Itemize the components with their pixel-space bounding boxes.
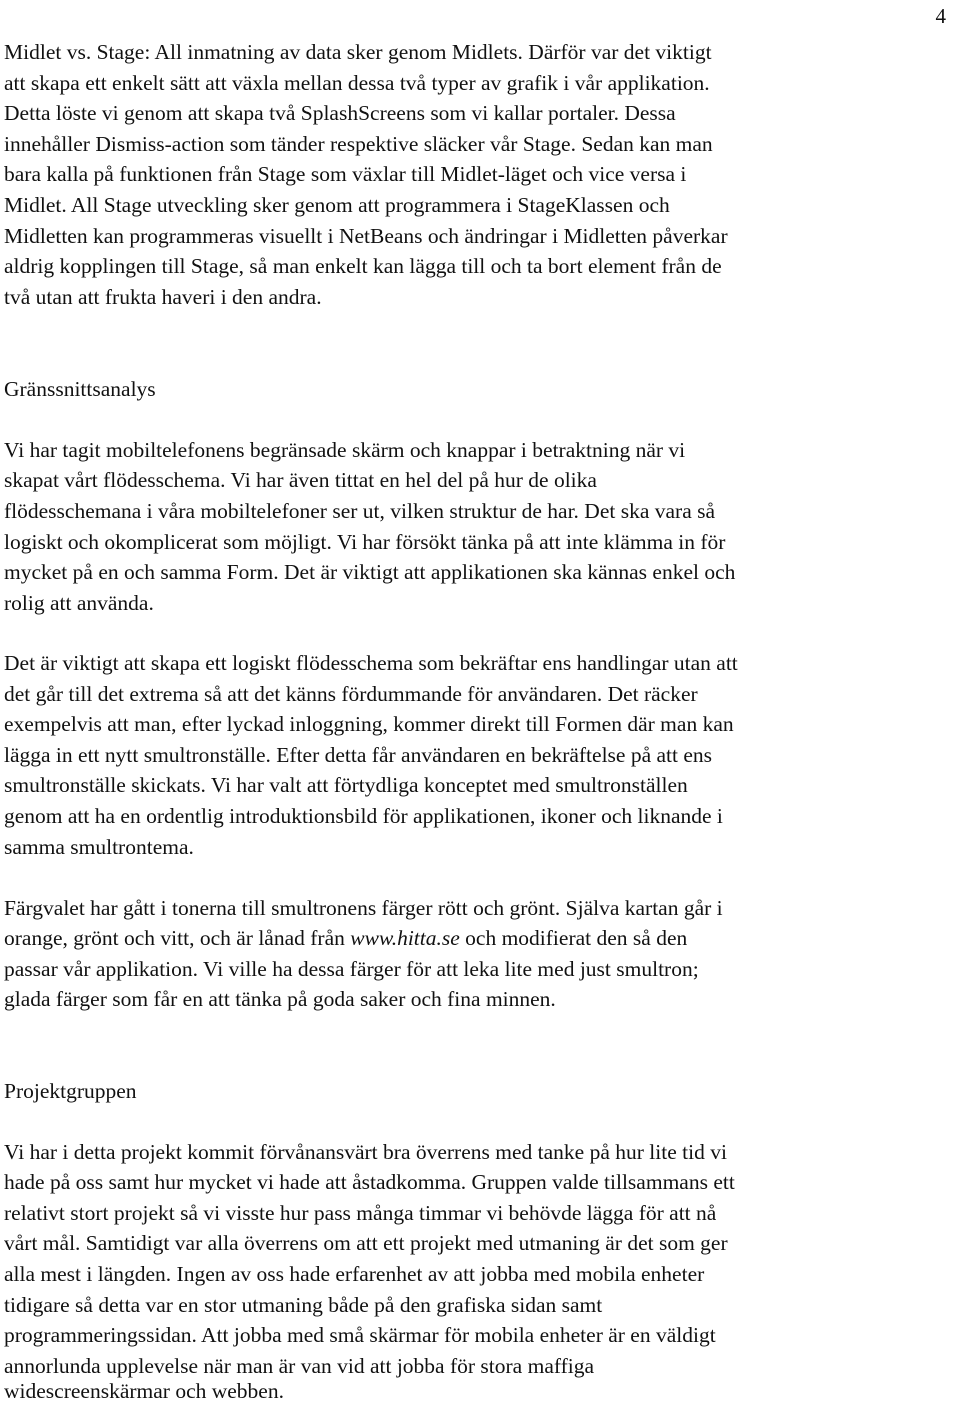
- text-line: [4, 923, 687, 953]
- text-line: Midlet. All Stage utveckling sker genom att programmera i StageKlassen och: [4, 193, 670, 217]
- section-heading-projektgruppen: Projektgruppen: [4, 1079, 137, 1103]
- text-line: två utan att frukta haveri i den andra.: [4, 285, 322, 309]
- text-line: Detta löste vi genom att skapa två SplashScreens som vi kallar portaler. Dessa: [4, 101, 676, 125]
- text-line: glada färger som får en att tänka på goda saker och fina minnen.: [4, 987, 556, 1011]
- text-line: att skapa ett enkelt sätt att växla mellan dessa två typer av grafik i vår applikation.: [4, 71, 710, 95]
- text-line: Midlet vs. Stage: All inmatning av data sker genom Midlets. Därför var det viktigt: [4, 40, 712, 64]
- page-number: 4: [935, 4, 946, 28]
- text-line: passar vår applikation. Vi ville ha dessa färger för att leka lite med just smultron;: [4, 957, 699, 981]
- text-line: programmeringssidan. Att jobba med små skärmar för mobila enheter är en väldigt: [4, 1323, 716, 1347]
- text-line: samma smultrontema.: [4, 835, 194, 859]
- text-line: Det är viktigt att skapa ett logiskt flödesschema som bekräftar ens handlingar utan att: [4, 651, 738, 675]
- text-segment: orange, grönt och vitt, och är lånad från: [4, 926, 351, 950]
- text-line: mycket på en och samma Form. Det är viktigt att applikationen ska kännas enkel och: [4, 560, 736, 584]
- text-line: annorlunda upplevelse när man är van vid att jobba för stora maffiga: [4, 1354, 595, 1378]
- text-line: Vi har tagit mobiltelefonens begränsade skärm och knappar i betraktning när vi: [4, 438, 686, 462]
- section-heading-granssnittsanalys: Gränssnittsanalys: [4, 377, 156, 401]
- text-line: Färgvalet har gått i tonerna till smultronens färger rött och grönt. Själva kartan går i: [4, 896, 723, 920]
- text-line: widescreenskärmar och webben.: [4, 1379, 284, 1403]
- text-line: lägga in ett nytt smultronställe. Efter detta får användaren en bekräftelse på att ens: [4, 743, 713, 767]
- text-line: skapat vårt flödesschema. Vi har även tittat en hel del på hur de olika: [4, 468, 597, 492]
- text-line: Vi har i detta projekt kommit förvånansvärt bra överrens med tanke på hur lite tid vi: [4, 1140, 727, 1164]
- text-segment: och modifierat den så den: [459, 926, 688, 950]
- hitta-link: www.hitta.se: [350, 926, 460, 950]
- text-line: bara kalla på funktionen från Stage som växlar till Midlet-läget och vice versa i: [4, 162, 687, 186]
- text-line: vårt mål. Samtidigt var alla överrens om att ett projekt med utmaning är det som ger: [4, 1231, 728, 1255]
- text-line: genom att ha en ordentlig introduktionsbild för applikationen, ikoner och liknande i: [4, 804, 723, 828]
- text-line: exempelvis att man, efter lyckad inloggning, kommer direkt till Formen där man kan: [4, 712, 734, 736]
- text-line: det går till det extrema så att det känns fördummande för användaren. Det räcker: [4, 682, 698, 706]
- text-line: aldrig kopplingen till Stage, så man enkelt kan lägga till och ta bort element från de: [4, 254, 722, 278]
- text-line: innehåller Dismiss-action som tänder respektive släcker vår Stage. Sedan kan man: [4, 132, 713, 156]
- text-line: rolig att använda.: [4, 591, 154, 615]
- text-line: Midletten kan programmeras visuellt i NetBeans och ändringar i Midletten påverkar: [4, 224, 728, 248]
- text-line: hade på oss samt hur mycket vi hade att åstadkomma. Gruppen valde tillsammans ett: [4, 1170, 735, 1194]
- text-line: flödesschemana i våra mobiltelefoner ser ut, vilken struktur de har. Det ska vara så: [4, 499, 716, 523]
- text-line: alla mest i längden. Ingen av oss hade erfarenhet av att jobba med mobila enheter: [4, 1262, 705, 1286]
- text-line: logiskt och okomplicerat som möjligt. Vi har försökt tänka på att inte klämma in för: [4, 530, 726, 554]
- text-line: tidigare så detta var en stor utmaning både på den grafiska sidan samt: [4, 1293, 603, 1317]
- text-line: smultronställe skickats. Vi har valt att förtydliga konceptet med smultronställen: [4, 773, 688, 797]
- text-line: relativt stort projekt så vi visste hur pass många timmar vi behövde lägga för att nå: [4, 1201, 717, 1225]
